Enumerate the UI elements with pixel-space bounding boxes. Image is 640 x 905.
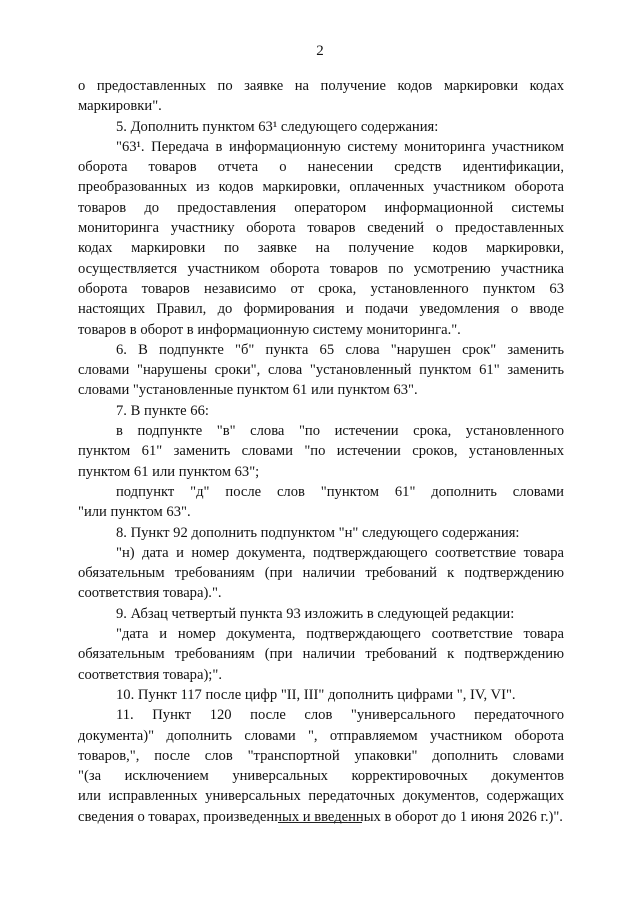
text-line: оборота товаров отчета о нанесении средств идентификации, [78,159,564,176]
text-line: осуществляется участником оборота товаров по усмотрению участника [78,260,564,277]
text-line: обязательным требованиям (при наличии требований к подтверждению [78,646,564,663]
text-line: товаров,", после слов "транспортной упаковки" дополнить словами [78,747,564,764]
footnote-separator [278,822,362,823]
text-line: 5. Дополнить пунктом 63¹ следующего содержания: [116,118,439,135]
document-body [78,76,564,827]
text-line: словами "нарушены сроки", слова "установленный пунктом 61" заменить [78,362,564,379]
text-line: 9. Абзац четвертый пункта 93 изложить в следующей редакции: [116,605,515,622]
text-line: о предоставленных по заявке на получение кодов маркировки кодах [78,78,564,94]
text-line: или исправленных универсальных передаточных документов, содержащих [78,788,564,805]
text-line: маркировки". [78,98,162,115]
text-line: обязательным требованиям (при наличии требований к подтверждению [78,565,564,582]
text-line: в подпункте "в" слова "по истечении срока, установленного [116,423,564,440]
text-line: сведения о товарах, произведенных и введенных в оборот до 1 июня 2026 г.)". [78,808,563,825]
text-line: словами "установленные пунктом 61 или пунктом 63". [78,382,418,399]
text-line: мониторинга участнику оборота товаров сведений о предоставленных [78,220,564,237]
text-line: "н) дата и номер документа, подтверждающего соответствие товара [116,544,564,561]
text-line: кодах маркировки по заявке на получение кодов маркировки, [78,240,564,257]
text-line: 8. Пункт 92 дополнить подпунктом "н" следующего содержания: [116,524,520,541]
text-line: "63¹. Передача в информационную систему мониторинга участником [116,138,564,155]
text-line: документа)" дополнить словами ", отправляемом участником оборота [78,727,564,744]
text-line: 10. Пункт 117 после цифр "II, III" дополнить цифрами ", IV, VI". [116,686,516,703]
text-line: 6. В подпункте "б" пункта 65 слова "нарушен срок" заменить [116,341,564,358]
text-line: подпункт "д" после слов "пунктом 61" дополнить словами [116,483,564,500]
text-line: товаров до предоставления оператором информационной системы [78,199,564,216]
text-line: пунктом 61 или пунктом 63"; [78,463,260,480]
text-line: пунктом 61" заменить словами "по истечении сроков, установленных [78,443,564,460]
text-line: товаров в оборот в информационную систему мониторинга.". [78,321,461,338]
text-line: "дата и номер документа, подтверждающего соответствие товара [116,626,564,643]
text-line: 7. В пункте 66: [116,402,209,419]
text-line: настоящих Правил, до формирования и подачи уведомления о вводе [78,301,564,318]
text-line: оборота товаров независимо от срока, установленного пунктом 63 [78,280,564,297]
text-line: соответствия товара).". [78,585,222,602]
page-number: 2 [316,43,324,59]
text-line: "(за исключением универсальных корректировочных документов [78,768,564,785]
text-line: соответствия товара);". [78,666,222,683]
text-line: 11. Пункт 120 после слов "универсального передаточного [116,707,564,724]
text-line: преобразованных из кодов маркировки, оплаченных участником оборота [78,179,564,196]
text-line: "или пунктом 63". [78,504,191,521]
